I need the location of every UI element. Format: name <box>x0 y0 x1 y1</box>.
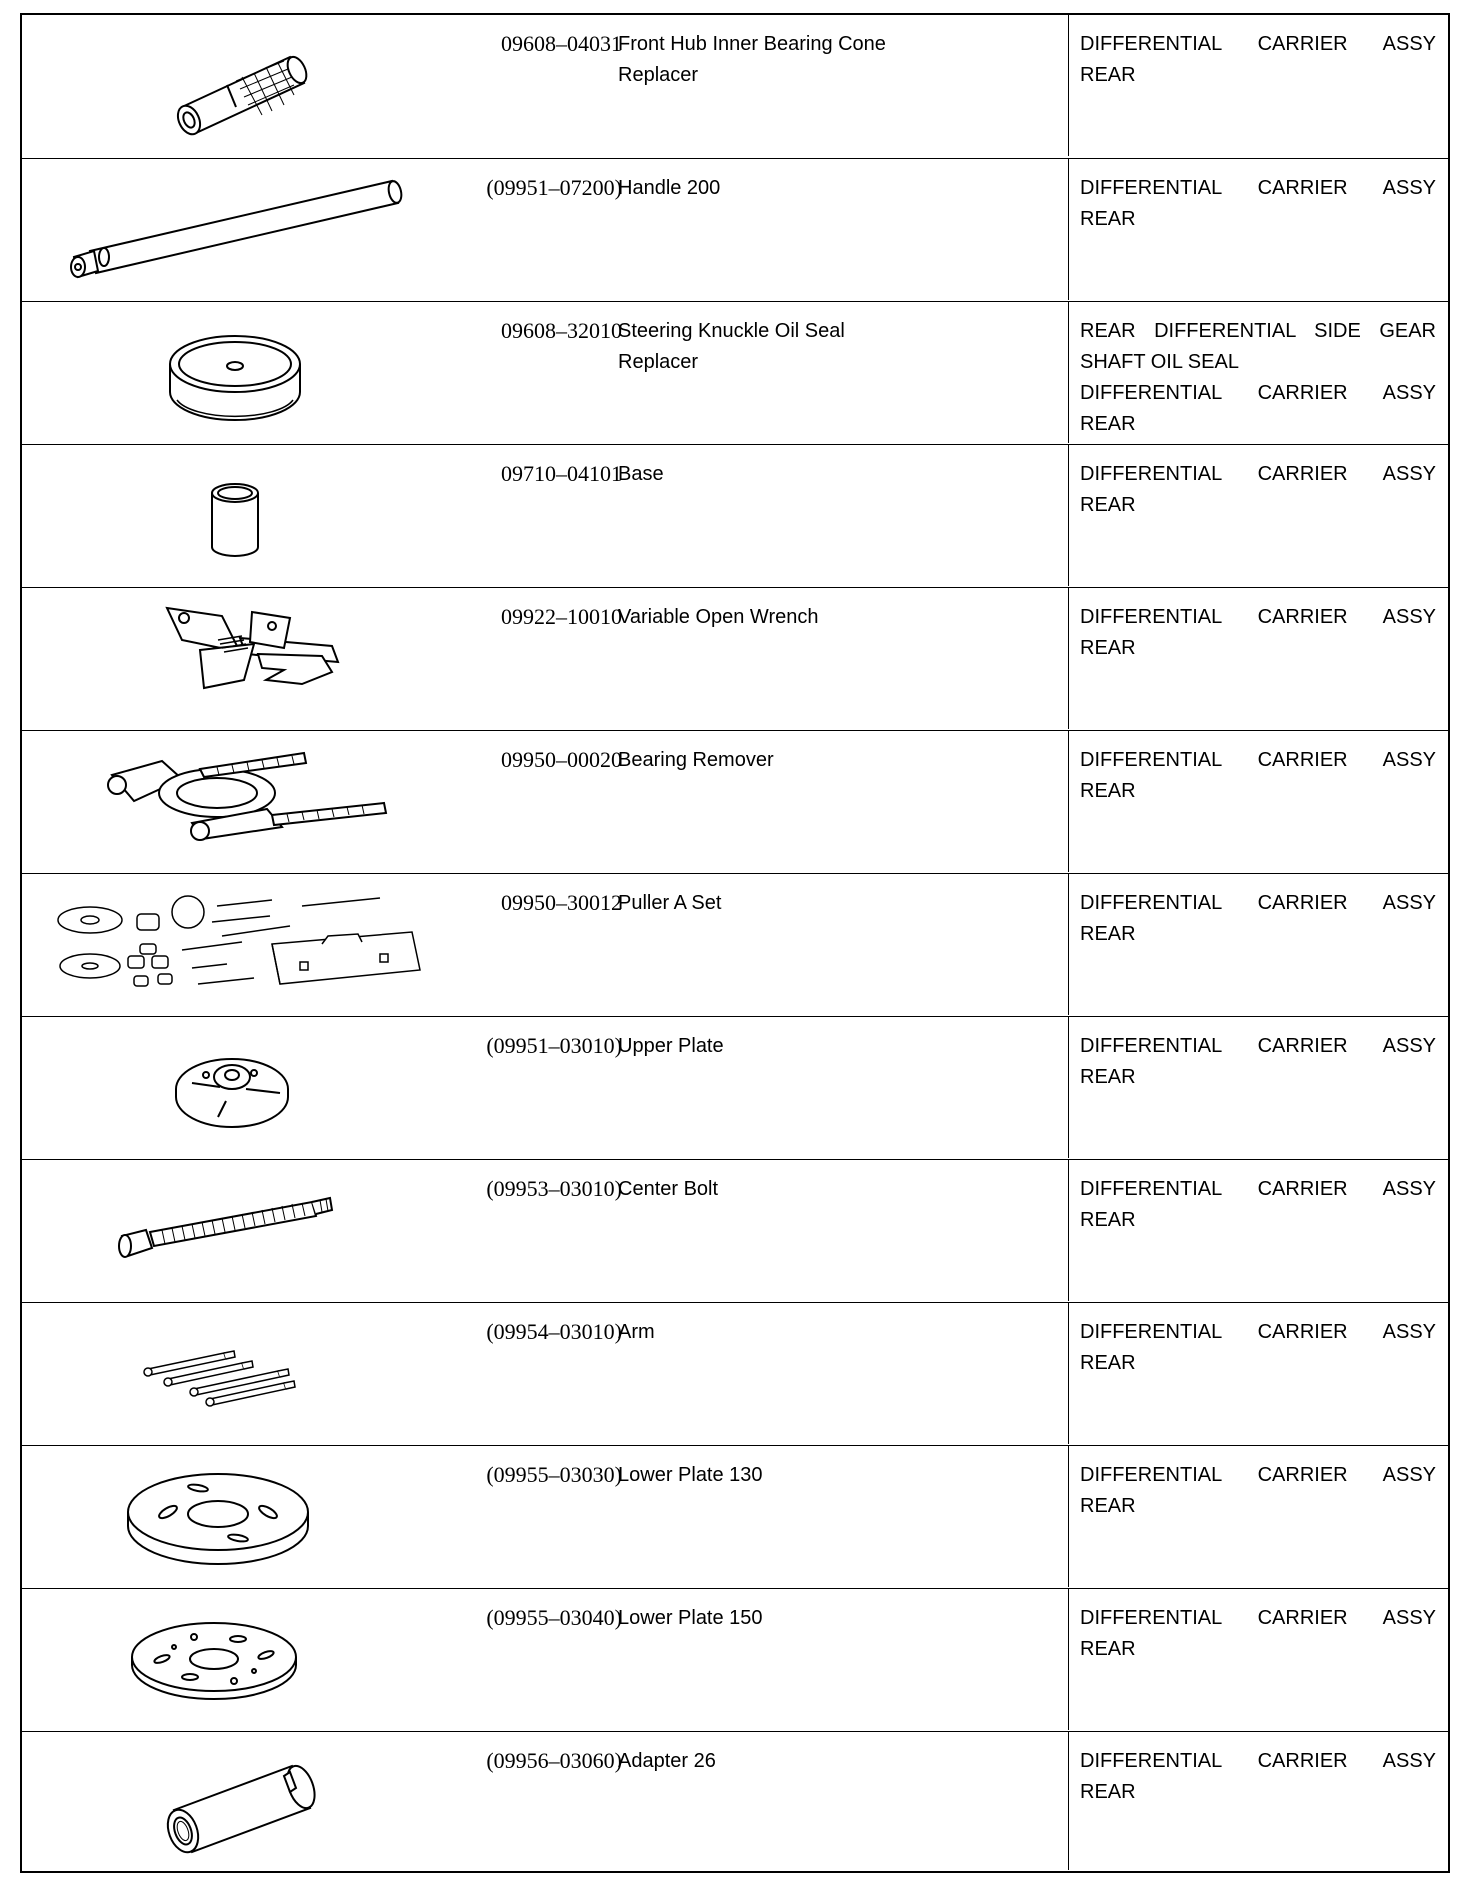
special-service-tools-table <box>20 13 1450 1873</box>
part-number: (09956–03060) <box>486 1748 622 1773</box>
table-row <box>22 1159 1448 1302</box>
part-number: (09954–03010) <box>486 1319 622 1344</box>
usage-cell: DIFFERENTIAL CARRIER ASSY REAR <box>1068 159 1448 300</box>
table-row <box>22 1016 1448 1159</box>
tool-name: Lower Plate 150 <box>618 1607 763 1629</box>
puller-set-icon <box>22 874 432 1015</box>
tool-name: Puller A Set <box>618 892 722 914</box>
usage-cell: DIFFERENTIAL CARRIER ASSY REAR <box>1068 874 1448 1015</box>
bearing-remover-icon <box>22 731 432 872</box>
tool-name: Base <box>618 463 664 485</box>
table-row <box>22 158 1448 301</box>
table-row <box>22 1302 1448 1445</box>
oil-seal-replacer-icon <box>22 302 432 443</box>
tool-name: Bearing Remover <box>618 749 774 771</box>
tool-name: Arm <box>618 1321 655 1343</box>
table-row <box>22 587 1448 730</box>
part-number: (09955–03040) <box>486 1605 622 1630</box>
usage-cell: DIFFERENTIAL CARRIER ASSY REAR <box>1068 15 1448 156</box>
part-number: (09953–03010) <box>486 1176 622 1201</box>
part-number: 09710–04101 <box>501 461 622 486</box>
tool-name: Steering Knuckle Oil Seal Replacer <box>618 320 845 373</box>
part-number: (09951–03010) <box>486 1033 622 1058</box>
arm-icon <box>22 1303 432 1444</box>
bearing-cone-replacer-icon <box>22 15 432 156</box>
tool-name: Center Bolt <box>618 1178 719 1200</box>
tool-name: Variable Open Wrench <box>618 606 819 628</box>
part-number: 09950–00020 <box>501 747 622 772</box>
part-number: 09608–04031 <box>501 31 622 56</box>
table-row <box>22 873 1448 1016</box>
part-number: 09608–32010 <box>501 318 622 343</box>
tool-name: Upper Plate <box>618 1035 724 1057</box>
table-row <box>22 1588 1448 1731</box>
usage-cell: DIFFERENTIAL CARRIER ASSY REAR <box>1068 1017 1448 1158</box>
part-number: (09951–07200) <box>486 175 622 200</box>
tool-name: Handle 200 <box>618 177 721 199</box>
base-icon <box>22 445 432 586</box>
part-number: 09950–30012 <box>501 890 622 915</box>
usage-cell: DIFFERENTIAL CARRIER ASSY REAR <box>1068 1589 1448 1730</box>
table-row <box>22 1445 1448 1588</box>
upper-plate-icon <box>22 1017 432 1158</box>
table-row <box>22 301 1448 444</box>
table-row <box>22 15 1448 158</box>
usage-cell: DIFFERENTIAL CARRIER ASSY REAR <box>1068 1732 1448 1870</box>
tool-name: Adapter 26 <box>618 1750 716 1772</box>
tool-name: Lower Plate 130 <box>618 1464 763 1486</box>
handle-icon <box>22 159 432 300</box>
usage-cell: DIFFERENTIAL CARRIER ASSY REAR <box>1068 445 1448 586</box>
part-number: (09955–03030) <box>486 1462 622 1487</box>
part-number: 09922–10010 <box>501 604 622 629</box>
lower-plate-150-icon <box>22 1589 432 1730</box>
usage-cell: DIFFERENTIAL CARRIER ASSY REAR <box>1068 1446 1448 1587</box>
open-wrench-icon <box>22 588 432 729</box>
center-bolt-icon <box>22 1160 432 1301</box>
adapter-icon <box>22 1732 432 1873</box>
usage-cell: DIFFERENTIAL CARRIER ASSY REAR <box>1068 588 1448 729</box>
table-row <box>22 730 1448 873</box>
usage-cell: DIFFERENTIAL CARRIER ASSY REAR <box>1068 1303 1448 1444</box>
lower-plate-130-icon <box>22 1446 432 1587</box>
tool-name: Front Hub Inner Bearing Cone Replacer <box>618 33 886 86</box>
table-row <box>22 444 1448 587</box>
table-row <box>22 1731 1448 1871</box>
usage-cell: REAR DIFFERENTIAL SIDE GEAR SHAFT OIL SEAL DIFFERENTIAL CARRIER ASSY REAR <box>1068 302 1448 443</box>
usage-cell: DIFFERENTIAL CARRIER ASSY REAR <box>1068 1160 1448 1301</box>
usage-cell: DIFFERENTIAL CARRIER ASSY REAR <box>1068 731 1448 872</box>
